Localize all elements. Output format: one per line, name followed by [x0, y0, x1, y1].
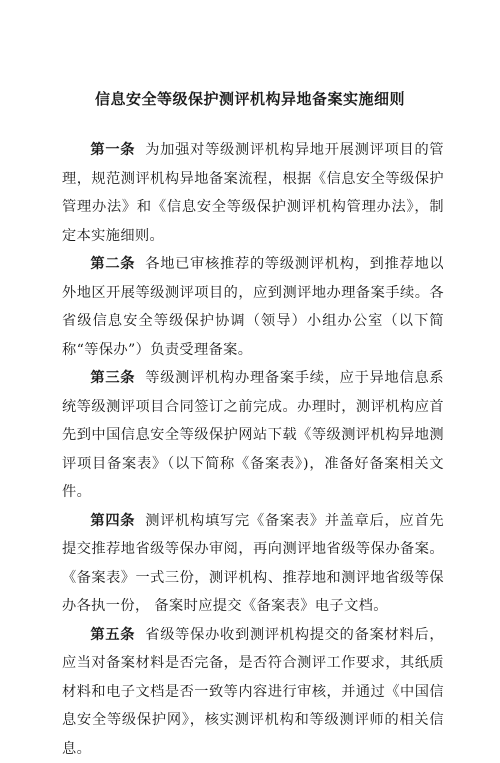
article-4: [62, 507, 444, 621]
article-2-label: 第二条: [90, 256, 135, 272]
document-title: 信息安全等级保护测评机构异地备案实施细则: [0, 88, 500, 109]
article-2: [62, 250, 444, 364]
article-1: [62, 136, 444, 250]
article-2-text: 各地已审核推荐的等级测评机构，到推荐地以外地区开展等级测评项目的，应到测评地办理备案手续。各省级信息安全等级保护协调（领导）小组办公室（以下简称“等保办”）负责受理备案。: [62, 256, 444, 358]
document-body: [62, 136, 444, 763]
article-5-text: 省级等保办收到测评机构提交的备案材料后，应当对备案材料是否完备，是否符合测评工作要求，其纸质材料和电子文档是否一致等内容进行审核，并通过《中国信息安全等级保护网》，核实测评机构和等级测评师的相关信息。: [62, 627, 444, 757]
article-3-label: 第三条: [90, 370, 135, 386]
article-3: [62, 364, 444, 507]
article-1-text: 为加强对等级测评机构异地开展测评项目的管理，规范测评机构异地备案流程，根据《信息安全等级保护管理办法》和《信息安全等级保护测评机构管理办法》，制定本实施细则。: [62, 142, 444, 244]
article-5: [62, 621, 444, 763]
article-4-text: 测评机构填写完《备案表》并盖章后，应首先提交推荐地省级等保办审阅，再向测评地省级等保办备案。《备案表》一式三份，测评机构、推荐地和测评地省级等保办各执一份， 备案时应提交《备案表》电子文档。: [62, 513, 444, 615]
article-3-text: 等级测评机构办理备案手续，应于异地信息系统等级测评项目合同签订之前完成。办理时，测评机构应首先到中国信息安全等级保护网站下载《等级测评机构异地测评项目备案表》（以下简称《备案表》)，准备好备案相关文件。: [62, 370, 444, 500]
article-4-label: 第四条: [90, 513, 135, 529]
article-1-label: 第一条: [90, 142, 135, 158]
article-5-label: 第五条: [90, 627, 135, 643]
